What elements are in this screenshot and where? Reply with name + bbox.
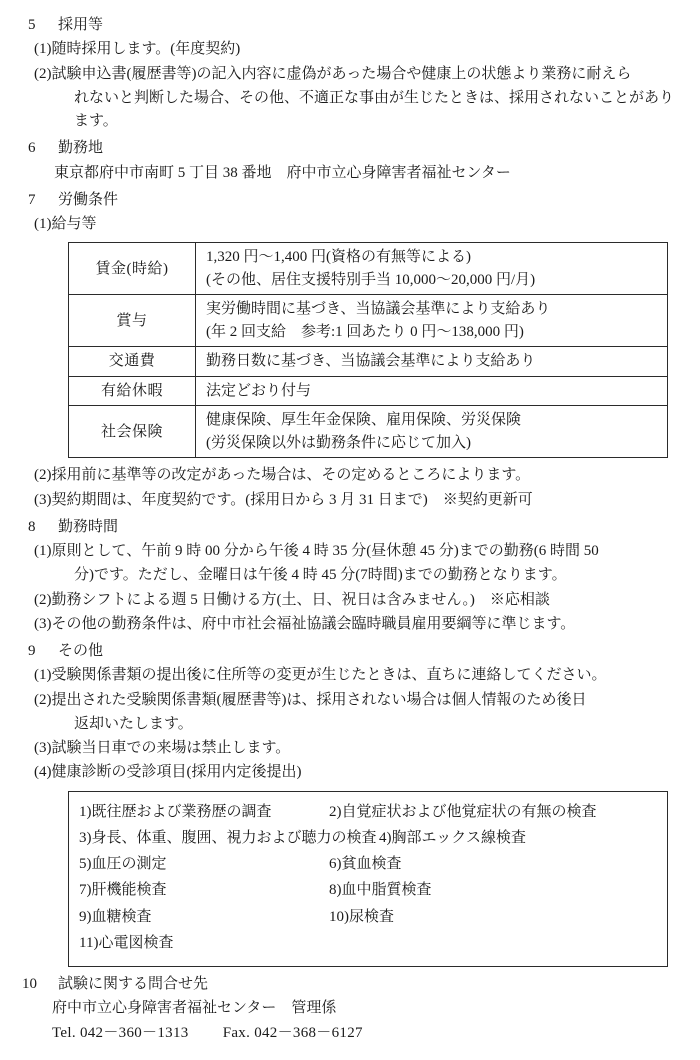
exam-item: 2)自覚症状および他覚症状の有無の検査 — [329, 803, 597, 820]
item-text: 提出された受験関係書類(履歴書等)は、採用されない場合は個人情報のため後日 — [51, 691, 587, 708]
list-item — [12, 464, 688, 487]
item-label: (1) — [34, 216, 52, 232]
item-label: (3) — [34, 740, 52, 756]
row-value — [196, 243, 668, 295]
table-row — [69, 295, 668, 347]
item-text: 採用前に基準等の改定があった場合は、その定めるところによります。 — [51, 467, 531, 484]
fax-label: Fax. — [222, 1024, 251, 1041]
row-label: 交通費 — [69, 347, 196, 377]
item-text: 随時採用します。(年度契約) — [51, 41, 241, 58]
list-item — [12, 540, 688, 563]
section-heading-9 — [12, 640, 688, 663]
tel-label: Tel. — [52, 1024, 76, 1041]
exam-row — [79, 879, 657, 902]
section-number: 5 — [28, 17, 36, 33]
row-value-line: (年 2 回支給 参考:1 回あたり 0 円～138,000 円) — [206, 323, 524, 340]
item-continuation: ます。 — [74, 113, 118, 129]
exam-item: 7)肝機能検査 — [79, 882, 167, 899]
row-value — [196, 295, 668, 347]
row-value-line: 法定どおり付与 — [206, 382, 312, 399]
list-item — [12, 664, 688, 687]
exam-item: 4)胸部エックス線検査 — [379, 829, 527, 846]
exam-row — [79, 906, 657, 929]
list-item — [12, 737, 688, 760]
table-row — [69, 406, 668, 458]
section-heading-7 — [12, 189, 688, 212]
row-value — [196, 376, 668, 406]
item-label: (1) — [34, 667, 52, 684]
exam-item: 1)既往歴および業務歴の調査 — [79, 803, 272, 820]
item-text: 試験当日車での来場は禁止します。 — [51, 740, 291, 756]
item-text: 健康診断の受診項目(採用内定後提出) — [51, 764, 302, 781]
section-body-text: 東京都府中市南町 5 丁目 38 番地 府中市立心身障害者福祉センター — [54, 164, 511, 181]
fax-number: 042－368－6127 — [254, 1024, 363, 1041]
item-label: (1) — [34, 543, 52, 559]
item-label: (3) — [34, 615, 52, 632]
table-row — [69, 243, 668, 295]
item-label: (1) — [34, 41, 52, 58]
item-label: (2) — [34, 65, 52, 82]
exam-item: 5)血圧の測定 — [79, 856, 167, 872]
working-conditions-table — [68, 242, 668, 458]
exam-item — [329, 932, 657, 955]
item-text: 原則として、午前 9 時 00 分から午後 4 時 35 分(昼休憩 45 分)までの勤務(6 時間 50 — [51, 543, 599, 559]
item-text: 給与等 — [51, 216, 97, 232]
list-item — [12, 761, 688, 784]
item-text: 契約期間は、年度契約です。(採用日から 3 月 31 日まで) ※契約更新可 — [51, 491, 533, 508]
row-label: 有給休暇 — [69, 376, 196, 406]
contact-phone-line — [12, 1022, 688, 1045]
exam-row — [79, 853, 657, 876]
exam-item: 8)血中脂質検査 — [329, 882, 432, 899]
section-number: 6 — [28, 140, 36, 157]
section-title: 勤務地 — [58, 140, 104, 157]
row-value-line: 実労働時間に基づき、当協議会基準により支給あり — [206, 301, 551, 318]
item-label: (3) — [34, 491, 52, 508]
list-item — [12, 489, 688, 512]
item-continuation: 返却いたします。 — [74, 715, 193, 732]
contact-office: 府中市立心身障害者福祉センター 管理係 — [52, 1000, 337, 1017]
list-item — [12, 213, 688, 236]
exam-item: 3)身長、体重、腹囲、視力および聴力の検査 — [79, 829, 377, 846]
list-item — [12, 38, 688, 61]
section-title: 採用等 — [58, 17, 104, 33]
tel-number: 042－360－1313 — [79, 1024, 189, 1041]
row-label: 賞与 — [69, 295, 196, 347]
row-label: 社会保険 — [69, 406, 196, 458]
table-row — [69, 347, 668, 377]
exam-item: 6)貧血検査 — [329, 856, 402, 872]
item-continuation: れないと判断した場合、その他、不適正な事由が生じたときは、採用されないことがあり — [74, 89, 675, 106]
exam-row — [79, 801, 657, 824]
item-label: (2) — [34, 467, 52, 484]
section-title: 勤務時間 — [58, 518, 119, 535]
row-value-line: 勤務日数に基づき、当協議会基準により支給あり — [206, 353, 536, 370]
section-title: 労働条件 — [58, 191, 119, 208]
section-number: 8 — [28, 518, 36, 535]
section-heading-6 — [12, 137, 688, 160]
item-continuation: 分)です。ただし、金曜日は午後 4 時 45 分(7時間)までの勤務となります。 — [74, 567, 567, 584]
section-heading-8 — [12, 516, 688, 539]
exam-row — [79, 932, 657, 955]
row-value-line: (その他、居住支援特別手当 10,000～20,000 円/月) — [206, 271, 536, 288]
item-label: (4) — [34, 764, 52, 781]
section-heading-10 — [12, 973, 688, 996]
exam-item: 10)尿検査 — [329, 908, 394, 925]
row-label: 賃金(時給) — [69, 243, 196, 295]
list-item — [12, 589, 688, 612]
exam-item: 9)血糖検査 — [79, 908, 152, 925]
row-value — [196, 406, 668, 458]
item-text: 受験関係書類の提出後に住所等の変更が生じたときは、直ちに連絡してください。 — [51, 667, 607, 684]
exam-item: 11)心電図検査 — [79, 934, 174, 951]
section-heading-5 — [12, 14, 688, 37]
section-number: 9 — [28, 643, 36, 659]
exam-row — [79, 827, 657, 850]
list-item — [12, 63, 688, 86]
row-value-line: 1,320 円～1,400 円(資格の有無等による) — [206, 249, 471, 266]
row-value-line: (労災保険以外は勤務条件に応じて加入) — [206, 434, 471, 451]
health-exam-items-box — [68, 791, 668, 968]
item-text: 勤務シフトによる週 5 日働ける方(土、日、祝日は含みません。) ※応相談 — [51, 591, 550, 608]
item-label: (2) — [34, 591, 52, 608]
list-item — [12, 613, 688, 636]
section-number: 10 — [22, 976, 37, 992]
section-number: 7 — [28, 191, 36, 208]
item-text: その他の勤務条件は、府中市社会福祉協議会臨時職員雇用要綱等に準じます。 — [51, 615, 576, 632]
table-row — [69, 376, 668, 406]
row-value-line: 健康保険、厚生年金保険、雇用保険、労災保険 — [206, 412, 522, 429]
list-item — [12, 689, 688, 712]
section-title: 試験に関する問合せ先 — [58, 976, 209, 992]
item-text: 試験申込書(履歴書等)の記入内容に虚偽があった場合や健康上の状態より業務に耐えら — [51, 65, 632, 82]
section-title: その他 — [58, 643, 104, 659]
item-label: (2) — [34, 691, 52, 708]
row-value — [196, 347, 668, 377]
